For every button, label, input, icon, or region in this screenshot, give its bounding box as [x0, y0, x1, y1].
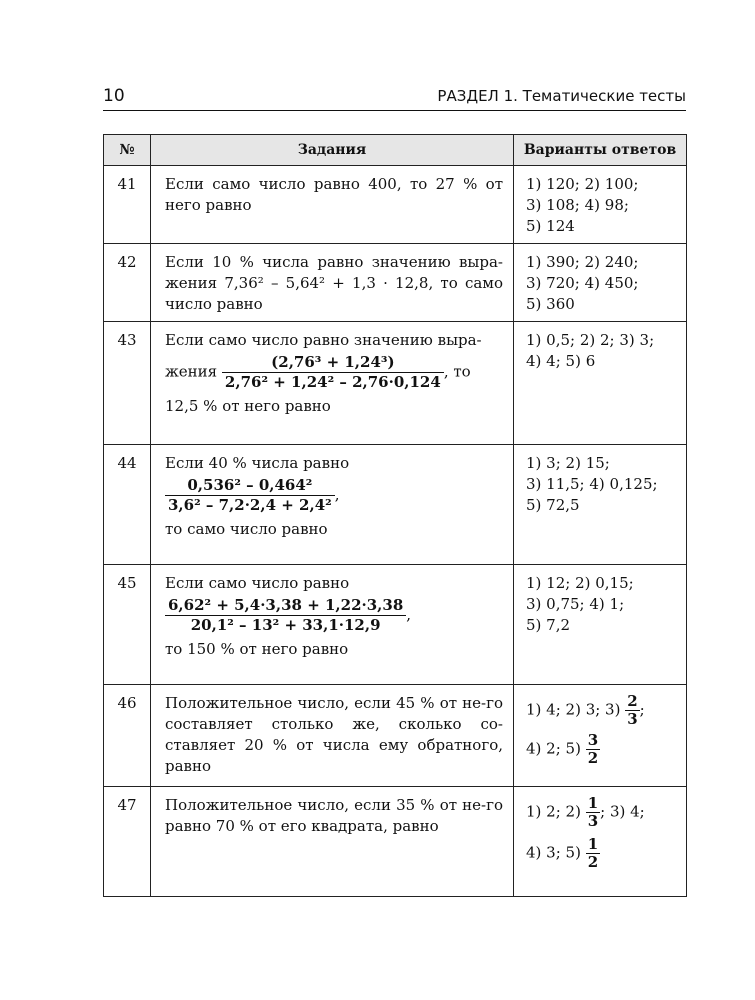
table-row — [104, 565, 687, 685]
column-header-number: № — [104, 135, 151, 166]
page-number: 10 — [103, 86, 125, 106]
answer-options — [514, 244, 687, 322]
answer-line: 3) 11,5; 4) 0,125; — [526, 475, 658, 493]
fraction-numerator: 2 — [627, 692, 638, 710]
fraction-denominator: 3 — [627, 710, 638, 728]
task-text — [151, 445, 514, 565]
column-header-tasks: Задания — [151, 135, 514, 166]
task-lead: Если 10 % числа равно значению выра-жения — [165, 253, 503, 292]
answer-options — [514, 565, 687, 685]
answer-line: 5) 124 — [526, 217, 575, 235]
answer-options — [514, 787, 687, 897]
fraction-numerator: 0,536² – 0,464² — [165, 476, 335, 496]
task-comma: , — [406, 605, 412, 624]
answer-fraction — [586, 795, 600, 830]
fraction-denominator: 2 — [587, 853, 599, 871]
task-lead: Если 40 % числа равно — [165, 454, 350, 472]
answer-line: 1) 390; 2) 240; — [526, 253, 639, 271]
fraction-numerator: 6,62² + 5,4·3,38 + 1,22·3,38 — [165, 596, 406, 616]
answer-line: 5) 360 — [526, 295, 575, 313]
fraction-denominator: 2 — [587, 749, 599, 767]
task-text — [151, 322, 514, 445]
task-number: 43 — [104, 322, 151, 445]
fraction-denominator: 2,76² + 1,24² – 2,76·0,124 — [224, 373, 441, 391]
task-tail: то само число равно — [165, 520, 328, 538]
task-number: 44 — [104, 445, 151, 565]
table-row — [104, 787, 687, 897]
fraction — [165, 596, 406, 635]
task-text: Положительное число, если 35 % от не-го равно 70 % от его квадрата, равно — [151, 787, 514, 897]
task-lead: Если само число равно значению выра- — [165, 331, 482, 349]
task-text — [151, 565, 514, 685]
task-number: 47 — [104, 787, 151, 897]
fraction-numerator: 1 — [587, 794, 599, 812]
answer-options — [514, 685, 687, 787]
fraction-denominator: 20,1² – 13² + 33,1·12,9 — [190, 616, 381, 634]
answer-fraction — [586, 836, 600, 871]
answer-options — [514, 166, 687, 244]
table-row — [104, 166, 687, 244]
table-row — [104, 445, 687, 565]
answer-line: 3) 108; 4) 98; — [526, 196, 629, 214]
tests-table — [103, 134, 687, 897]
answer-options — [514, 445, 687, 565]
fraction-numerator: (2,76³ + 1,24³) — [222, 353, 444, 373]
fraction-denominator: 3,6² – 7,2·2,4 + 2,4² — [168, 496, 332, 514]
answer-line: 1) 3; 2) 15; — [526, 454, 610, 472]
answer-line: 5) 7,2 — [526, 616, 571, 634]
answer-text: 4) 2; 5) — [526, 739, 581, 758]
fraction — [165, 476, 335, 515]
task-text: Положительное число, если 45 % от не-го составляет столько же, сколько со-ставляет 20 % от числа ему обратного, равно — [151, 685, 514, 787]
fraction — [222, 353, 444, 392]
task-tail: то 150 % от него равно — [165, 640, 349, 658]
task-text — [151, 244, 514, 322]
table-row — [104, 685, 687, 787]
answer-line: 3) 0,75; 4) 1; — [526, 595, 625, 613]
answer-line: 5) 72,5 — [526, 496, 580, 514]
table-header-row — [104, 135, 687, 166]
task-text: Если само число равно 400, то 27 % от него равно — [151, 166, 514, 244]
task-word: жения — [165, 362, 218, 381]
fraction-numerator: 1 — [587, 835, 599, 853]
column-header-answers: Варианты ответов — [514, 135, 687, 166]
fraction-numerator: 3 — [587, 731, 599, 749]
task-tail: то само число равно — [165, 274, 503, 313]
header-rule — [103, 110, 686, 111]
task-expression: 7,36² – 5,64² + 1,3 · 12,8, — [224, 274, 434, 292]
table-row — [104, 322, 687, 445]
table-row — [104, 244, 687, 322]
task-number: 41 — [104, 166, 151, 244]
answer-text: 4) 3; 5) — [526, 843, 581, 862]
fraction-denominator: 3 — [587, 812, 599, 830]
answer-fraction — [586, 732, 600, 767]
answer-line: 1) 120; 2) 100; — [526, 175, 639, 193]
page-header — [103, 86, 686, 110]
task-comma: , то — [443, 362, 471, 381]
task-number: 42 — [104, 244, 151, 322]
answer-line: 4) 4; 5) 6 — [526, 352, 596, 370]
answer-line: 1) 12; 2) 0,15; — [526, 574, 634, 592]
task-number: 46 — [104, 685, 151, 787]
answer-line: 1) 0,5; 2) 2; 3) 3; — [526, 331, 655, 349]
task-tail: 12,5 % от него равно — [165, 397, 331, 415]
task-lead: Если само число равно — [165, 574, 350, 592]
answer-fraction — [625, 693, 639, 728]
running-title: РАЗДЕЛ 1. Тематические тесты — [437, 87, 686, 105]
answer-text: 1) 2; 2) — [526, 802, 581, 821]
answer-text: ; — [639, 700, 645, 719]
answer-text: 1) 4; 2) 3; 3) — [526, 700, 621, 719]
answer-text: ; 3) 4; — [600, 802, 645, 821]
task-number: 45 — [104, 565, 151, 685]
answer-options — [514, 322, 687, 445]
task-comma: , — [334, 485, 340, 504]
answer-line: 3) 720; 4) 450; — [526, 274, 639, 292]
